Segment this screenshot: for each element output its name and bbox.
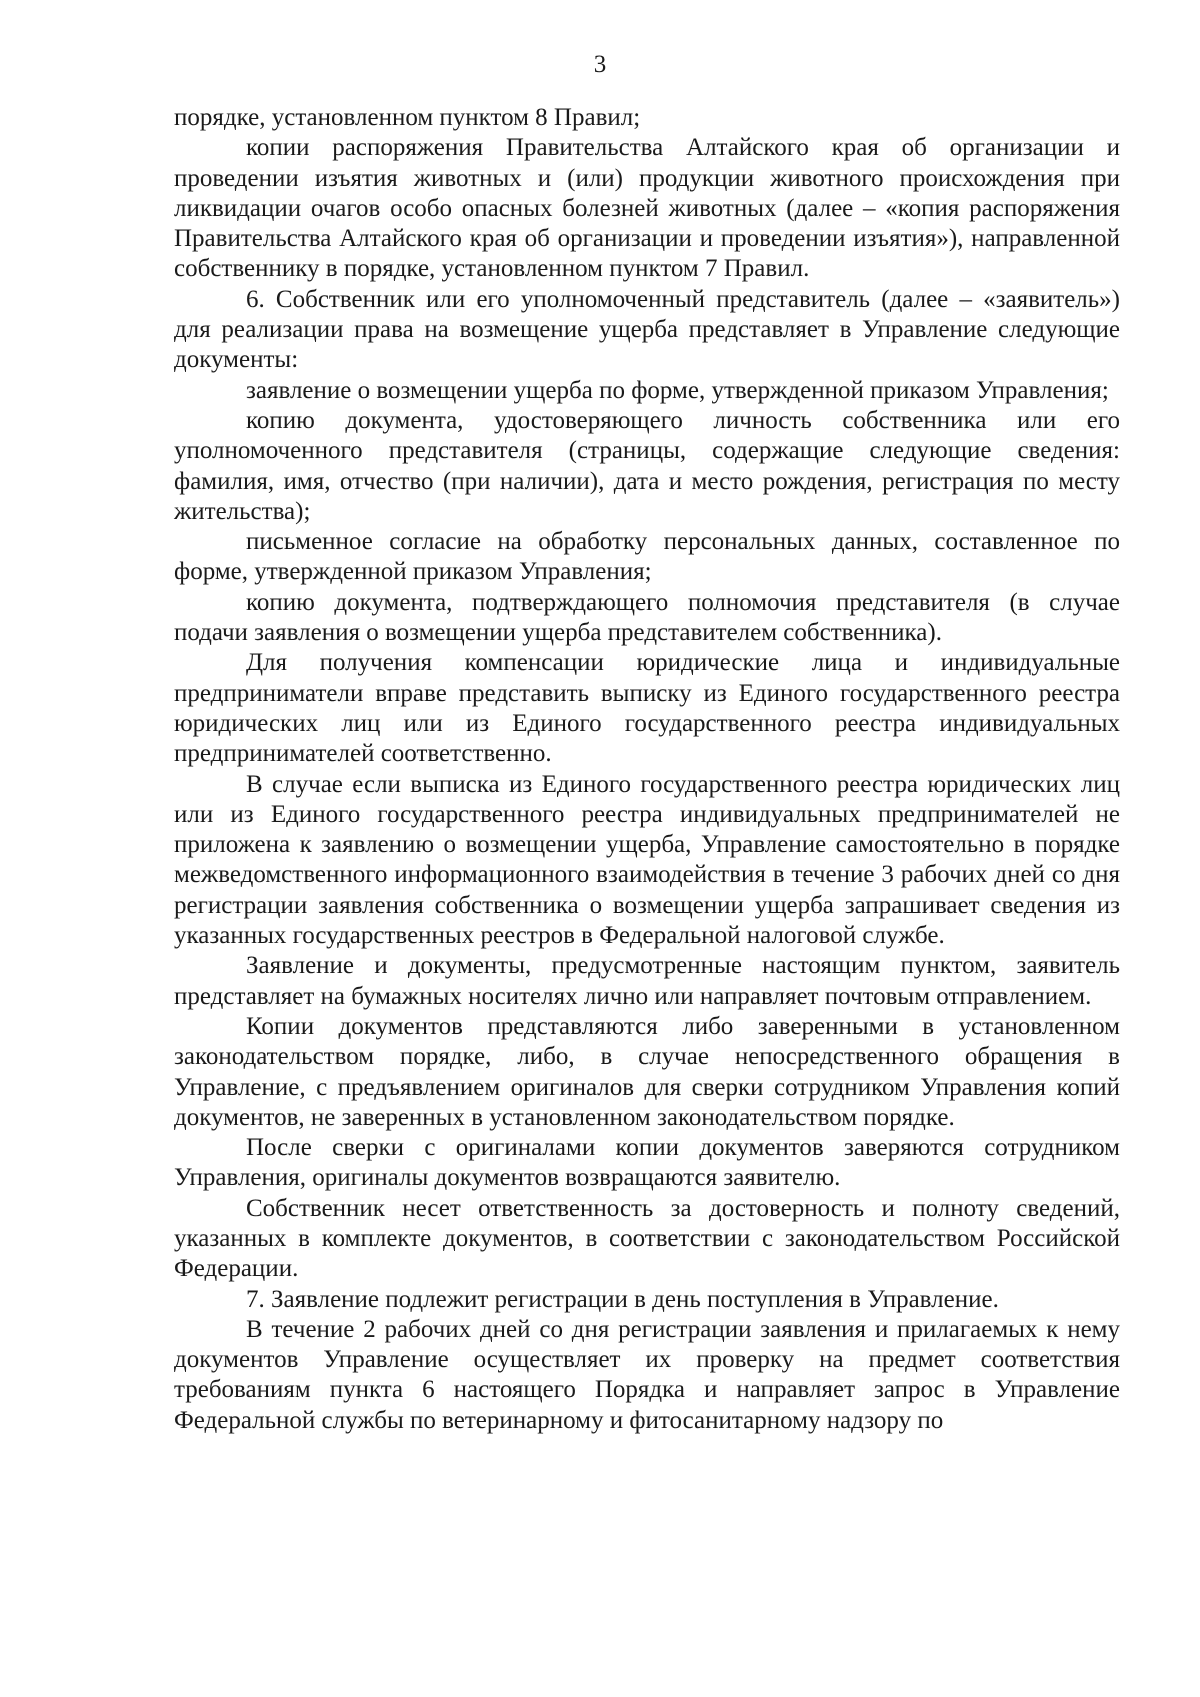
paragraph: В случае если выписка из Единого государственного реестра юридических лиц или из Единого государственного реестра индивидуальных предпринимателей не приложена к заявлению о возмещении ущерба, Управление самостоятельно в порядке межведомственного информационного взаимодействия в течение 3 рабочих дней со дня регистрации заявления собственника о возмещении ущерба запрашивает сведения из указанных государственных реестров в Федеральной налоговой службе. [174, 770, 1120, 950]
paragraph: Собственник несет ответственность за достоверность и полноту сведений, указанных в комплекте документов, в соответствии с законодательством Российской Федерации. [174, 1194, 1120, 1283]
paragraph: Копии документов представляются либо заверенными в установленном законодательством порядке, либо, в случае непосредственного обращения в Управление, с предъявлением оригиналов для сверки сотрудником Управления копий документов, не заверенных в установленном законодательством порядке. [174, 1012, 1120, 1131]
paragraph: письменное согласие на обработку персональных данных, составленное по форме, утвержденной приказом Управления; [174, 528, 1120, 586]
document-body [174, 103, 1120, 1436]
paragraph: копию документа, подтверждающего полномочия представителя (в случае подачи заявления о возмещении ущерба представителем собственника). [174, 588, 1120, 647]
paragraph: копию документа, удостоверяющего личность собственника или его уполномоченного представителя (страницы, содержащие следующие сведения: фамилия, имя, отчество (при наличии), дата и место рождения, регистрация по месту жительства); [174, 406, 1120, 525]
paragraph: 6. Собственник или его уполномоченный представитель (далее – «заявитель») для реализации права на возмещение ущерба представляет в Управление следующие документы: [174, 285, 1120, 374]
paragraph: заявление о возмещении ущерба по форме, утвержденной приказом Управления; [246, 376, 1109, 404]
page-number: 3 [593, 51, 607, 78]
paragraph: порядке, установленном пунктом 8 Правил; [174, 104, 641, 131]
paragraph: копии распоряжения Правительства Алтайского края об организации и проведении изъятия животных и (или) продукции животного происхождения при ликвидации очагов особо опасных болезней животных (далее – «копия распоряжения Правительства Алтайского края об организации и проведении изъятия»), направленной собственнику в порядке, установленном пунктом 7 Правил. [174, 134, 1120, 283]
paragraph: В течение 2 рабочих дней со дня регистрации заявления и прилагаемых к нему документов Управление осуществляет их проверку на предмет соответствия требованиям пункта 6 настоящего Порядка и направляет запрос в Управление Федеральной службы по ветеринарному и фитосанитарному надзору по [174, 1315, 1120, 1434]
paragraph: Заявление и документы, предусмотренные настоящим пунктом, заявитель представляет на бумажных носителях лично или направляет почтовым отправлением. [174, 952, 1120, 1010]
paragraph: 7. Заявление подлежит регистрации в день поступления в Управление. [246, 1285, 999, 1313]
paragraph: Для получения компенсации юридические лица и индивидуальные предприниматели вправе представить выписку из Единого государственного реестра юридических лиц или из Единого государственного реестра индивидуальных предпринимателей соответственно. [174, 649, 1120, 768]
paragraph: После сверки с оригиналами копии документов заверяются сотрудником Управления, оригиналы документов возвращаются заявителю. [174, 1134, 1120, 1192]
